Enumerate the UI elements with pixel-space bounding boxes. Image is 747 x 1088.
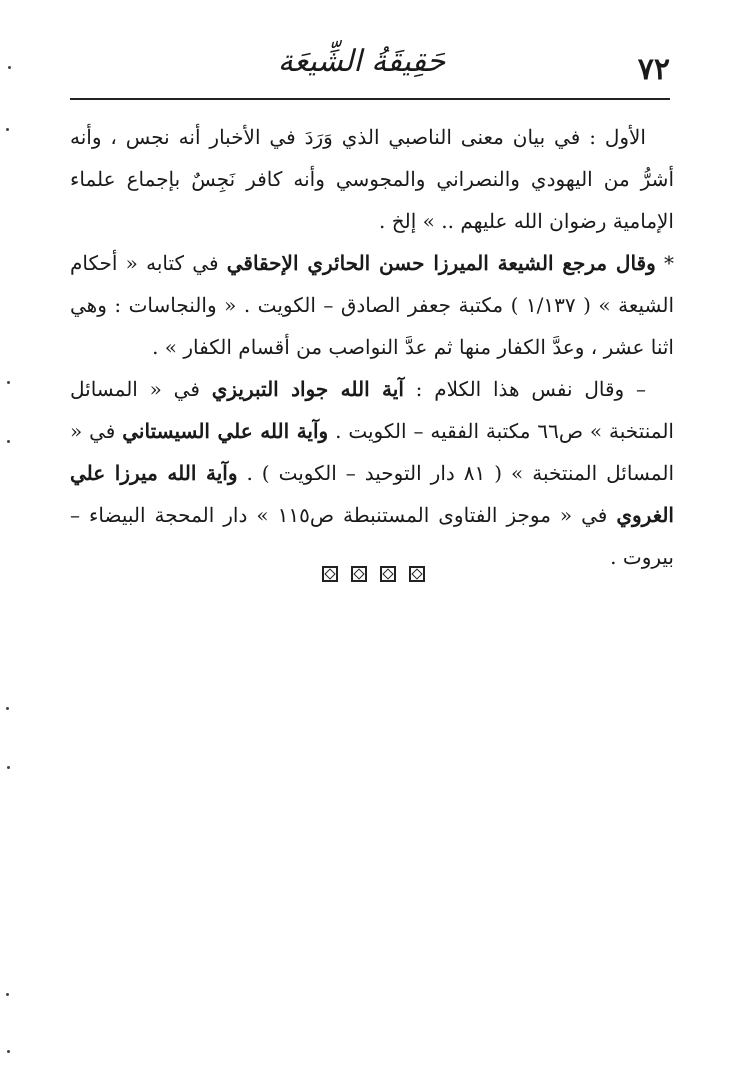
paragraph-3-text-b: في « المسائل المنتخبة » ( ٨١ دار التوحيد – الكويت ) . — [70, 419, 675, 485]
paragraph-1-text: الأول : في بيان معنى الناصبي الذي وَرَدَ في الأخبار أنه نجس ، وأنه أشرُّ من اليهودي والنصراني والمجوسي وأنه كافر نَجِسٌ بإجماع علماء الإمامية رضوان الله عليهم .. » إلخ . — [70, 125, 674, 233]
paragraph-3-text-c: في « موجز الفتاوى المستنبطة ص١١٥ » دار المحجة البيضاء – بيروت . — [70, 503, 674, 569]
paragraph-1 — [70, 116, 674, 242]
paragraph-2-text: في كتابه « أحكام الشيعة » ( ١/١٣٧ ) مكتبة جعفر الصادق – الكويت . « والنجاسات : وهي اثنا عشر ، وعدَّ الكفار منها ثم عدَّ النواصب من أقسام الكفار » . — [70, 251, 674, 359]
scan-artifact — [7, 440, 10, 443]
page-header — [70, 40, 670, 100]
ornament-icon — [351, 566, 367, 582]
bold-citation-tabrizi: آية الله جواد التبريزي — [211, 377, 404, 401]
scan-artifact — [8, 66, 11, 69]
bold-citation-sistani: وآية الله علي السيستاني — [122, 419, 329, 443]
paragraph-3-intro: – وقال نفس هذا الكلام : — [403, 377, 646, 401]
scan-artifact — [6, 707, 9, 710]
scan-artifact — [7, 381, 10, 384]
body-text — [70, 116, 674, 578]
scan-artifact — [6, 128, 9, 131]
header-divider — [70, 98, 670, 100]
paragraph-2 — [70, 242, 674, 368]
paragraph-3-text-a: في « المسائل المنتخبة » ص٦٦ مكتبة الفقيه – الكويت . — [70, 377, 674, 443]
ornament-icon — [380, 566, 396, 582]
section-end-ornaments — [0, 566, 747, 586]
paragraph-3 — [70, 368, 674, 578]
scan-artifact — [7, 766, 10, 769]
scan-artifact — [6, 993, 9, 996]
running-title: حَقِيقَةُ الشِّيعَة — [277, 44, 446, 79]
bold-citation-gharawi: وآية الله ميرزا علي الغروي — [70, 461, 674, 527]
asterisk-marker: * — [655, 251, 674, 275]
scan-artifact — [7, 1050, 10, 1053]
bold-citation-ihqaqi: وقال مرجع الشيعة الميرزا حسن الحائري الإحقاقي — [226, 251, 656, 275]
ornament-icon — [322, 566, 338, 582]
page-number: ٧٢ — [637, 52, 670, 87]
ornament-icon — [409, 566, 425, 582]
